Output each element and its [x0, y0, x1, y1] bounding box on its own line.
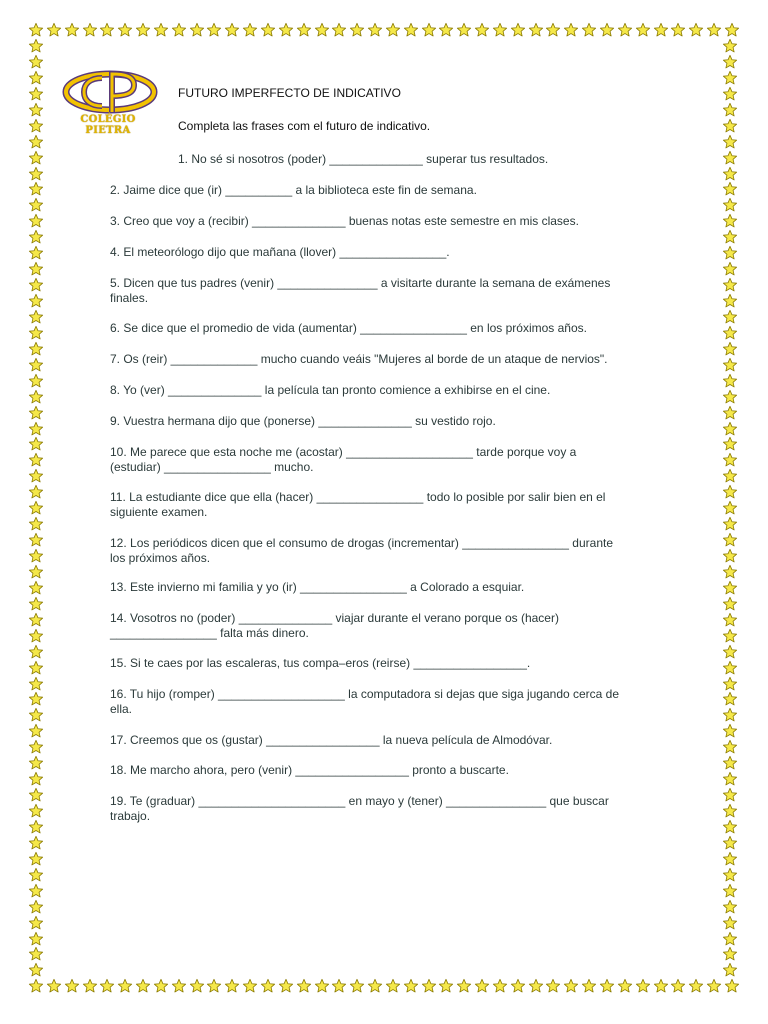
- star-icon: [722, 771, 738, 787]
- star-icon: [367, 22, 383, 38]
- star-icon: [722, 883, 738, 899]
- star-icon: [722, 596, 738, 612]
- star-icon: [722, 181, 738, 197]
- star-icon: [438, 978, 454, 994]
- star-icon: [278, 22, 294, 38]
- star-icon: [438, 22, 454, 38]
- star-icon: [492, 22, 508, 38]
- star-icon: [617, 22, 633, 38]
- star-icon: [314, 978, 330, 994]
- star-icon: [722, 54, 738, 70]
- star-icon: [722, 245, 738, 261]
- star-icon: [46, 978, 62, 994]
- exercise-item: 10. Me parece que esta noche me (acostar) ___________________ tarde porque voy a (estudiar) ________________ mucho.: [110, 445, 577, 474]
- star-icon: [528, 22, 544, 38]
- star-icon: [722, 118, 738, 134]
- star-icon: [653, 978, 669, 994]
- star-icon: [722, 516, 738, 532]
- star-icon: [28, 421, 44, 437]
- star-icon: [28, 691, 44, 707]
- star-icon: [722, 915, 738, 931]
- star-icon: [670, 22, 686, 38]
- star-icon: [456, 22, 472, 38]
- exercise-item: 13. Este invierno mi familia y yo (ir) ________________ a Colorado a esquiar.: [110, 580, 525, 594]
- exercise-item: 9. Vuestra hermana dijo que (ponerse) ______________ su vestido rojo.: [110, 414, 496, 428]
- star-icon: [206, 22, 222, 38]
- star-icon: [224, 22, 240, 38]
- star-icon: [706, 978, 722, 994]
- star-icon: [403, 978, 419, 994]
- star-icon: [28, 739, 44, 755]
- star-icon: [28, 771, 44, 787]
- star-icon: [722, 660, 738, 676]
- star-icon: [722, 357, 738, 373]
- star-icon: [349, 22, 365, 38]
- star-icon: [189, 978, 205, 994]
- star-icon: [28, 70, 44, 86]
- exercise-item: 12. Los periódicos dicen que el consumo de drogas (incrementar) ________________ durante los próximos años.: [110, 536, 614, 565]
- star-icon: [599, 22, 615, 38]
- star-icon: [688, 22, 704, 38]
- star-icon: [28, 134, 44, 150]
- star-icon: [28, 676, 44, 692]
- star-icon: [722, 580, 738, 596]
- star-icon: [242, 22, 258, 38]
- star-icon: [722, 676, 738, 692]
- page-title: FUTURO IMPERFECTO DE INDICATIVO: [178, 86, 401, 100]
- star-icon: [722, 564, 738, 580]
- star-border-bottom: [28, 978, 740, 994]
- exercise-item: 4. El meteorólogo dijo que mañana (llover) ________________.: [110, 245, 450, 259]
- star-icon: [599, 978, 615, 994]
- star-icon: [722, 341, 738, 357]
- star-icon: [28, 452, 44, 468]
- star-icon: [635, 978, 651, 994]
- star-icon: [82, 978, 98, 994]
- star-icon: [722, 373, 738, 389]
- star-icon: [722, 755, 738, 771]
- star-icon: [28, 86, 44, 102]
- star-icon: [28, 819, 44, 835]
- exercise-item: 16. Tu hijo (romper) ___________________ la computadora si dejas que siga jugando cerca de ella.: [110, 687, 620, 716]
- star-icon: [28, 468, 44, 484]
- star-icon: [722, 309, 738, 325]
- star-icon: [46, 22, 62, 38]
- star-icon: [722, 867, 738, 883]
- star-icon: [28, 962, 44, 978]
- star-icon: [635, 22, 651, 38]
- star-icon: [474, 22, 490, 38]
- star-icon: [28, 181, 44, 197]
- star-icon: [99, 978, 115, 994]
- star-icon: [28, 500, 44, 516]
- star-icon: [314, 22, 330, 38]
- star-icon: [722, 86, 738, 102]
- star-icon: [28, 357, 44, 373]
- star-icon: [28, 851, 44, 867]
- instruction-text: Completa las frases com el futuro de indicativo.: [178, 119, 431, 133]
- star-icon: [722, 532, 738, 548]
- star-icon: [724, 978, 740, 994]
- star-icon: [28, 38, 44, 54]
- star-icon: [28, 245, 44, 261]
- star-icon: [28, 293, 44, 309]
- star-icon: [28, 548, 44, 564]
- star-icon: [28, 118, 44, 134]
- star-icon: [349, 978, 365, 994]
- star-icon: [722, 293, 738, 309]
- star-icon: [722, 70, 738, 86]
- star-icon: [28, 707, 44, 723]
- star-icon: [28, 389, 44, 405]
- star-icon: [28, 660, 44, 676]
- star-icon: [456, 978, 472, 994]
- star-icon: [28, 564, 44, 580]
- star-icon: [28, 150, 44, 166]
- star-icon: [28, 229, 44, 245]
- star-icon: [28, 261, 44, 277]
- star-icon: [722, 468, 738, 484]
- exercise-item: 18. Me marcho ahora, pero (venir) _________________ pronto a buscarte.: [110, 763, 509, 777]
- star-icon: [206, 978, 222, 994]
- star-icon: [117, 978, 133, 994]
- star-icon: [28, 277, 44, 293]
- star-icon: [28, 405, 44, 421]
- exercise-item: 11. La estudiante dice que ella (hacer) ________________ todo lo posible por salir bien en el siguiente examen.: [110, 490, 606, 519]
- exercise-item: 6. Se dice que el promedio de vida (aumentar) ________________ en los próximos años.: [110, 321, 587, 335]
- star-icon: [722, 628, 738, 644]
- star-icon: [28, 22, 44, 38]
- star-icon: [581, 22, 597, 38]
- star-icon: [28, 532, 44, 548]
- star-icon: [421, 22, 437, 38]
- star-icon: [722, 803, 738, 819]
- logo-text: COLÉGIO PIETRA: [80, 114, 136, 136]
- star-icon: [722, 723, 738, 739]
- star-icon: [722, 405, 738, 421]
- star-icon: [722, 261, 738, 277]
- star-icon: [64, 978, 80, 994]
- star-icon: [670, 978, 686, 994]
- star-icon: [722, 500, 738, 516]
- star-icon: [722, 436, 738, 452]
- exercise-item: 14. Vosotros no (poder) ______________ viajar durante el verano porque os (hacer) ________________ falta más dinero.: [110, 611, 559, 640]
- star-icon: [117, 22, 133, 38]
- star-icon: [153, 978, 169, 994]
- star-icon: [28, 309, 44, 325]
- star-icon: [510, 978, 526, 994]
- star-icon: [722, 325, 738, 341]
- exercise-item: 5. Dicen que tus padres (venir) _______________ a visitarte durante la semana de exámenes finales.: [110, 276, 611, 305]
- star-icon: [28, 516, 44, 532]
- star-icon: [528, 978, 544, 994]
- star-icon: [260, 22, 276, 38]
- star-icon: [722, 835, 738, 851]
- exercise-item: 19. Te (graduar) ______________________ en mayo y (tener) _______________ que buscar trabajo.: [110, 794, 609, 823]
- star-icon: [278, 978, 294, 994]
- star-icon: [28, 644, 44, 660]
- star-icon: [722, 548, 738, 564]
- star-icon: [581, 978, 597, 994]
- star-icon: [688, 978, 704, 994]
- star-icon: [545, 22, 561, 38]
- star-icon: [28, 436, 44, 452]
- exercise-item: 17. Creemos que os (gustar) _________________ la nueva película de Almodóvar.: [110, 733, 553, 747]
- star-border-right: [722, 38, 738, 978]
- star-icon: [722, 38, 738, 54]
- star-border-left: [28, 38, 44, 978]
- star-icon: [28, 978, 44, 994]
- star-icon: [722, 229, 738, 245]
- star-icon: [296, 22, 312, 38]
- star-icon: [28, 484, 44, 500]
- star-icon: [722, 707, 738, 723]
- star-icon: [722, 102, 738, 118]
- star-icon: [242, 978, 258, 994]
- star-icon: [153, 22, 169, 38]
- star-icon: [28, 883, 44, 899]
- star-icon: [722, 612, 738, 628]
- star-icon: [28, 580, 44, 596]
- star-icon: [722, 134, 738, 150]
- star-icon: [171, 22, 187, 38]
- star-icon: [28, 723, 44, 739]
- exercise-item: 15. Si te caes por las escaleras, tus compa–eros (reirse) _________________.: [110, 656, 531, 670]
- star-icon: [385, 978, 401, 994]
- star-icon: [722, 691, 738, 707]
- star-icon: [722, 931, 738, 947]
- star-icon: [722, 851, 738, 867]
- star-icon: [706, 22, 722, 38]
- star-icon: [28, 803, 44, 819]
- star-icon: [28, 612, 44, 628]
- star-icon: [28, 931, 44, 947]
- star-icon: [722, 166, 738, 182]
- star-icon: [28, 166, 44, 182]
- star-icon: [296, 978, 312, 994]
- star-icon: [722, 899, 738, 915]
- star-icon: [474, 978, 490, 994]
- star-icon: [28, 899, 44, 915]
- star-icon: [563, 22, 579, 38]
- star-icon: [171, 978, 187, 994]
- star-icon: [722, 277, 738, 293]
- exercise-item: 8. Yo (ver) ______________ la película tan pronto comience a exhibirse en el cine.: [110, 383, 551, 397]
- star-icon: [28, 325, 44, 341]
- star-icon: [331, 22, 347, 38]
- star-icon: [722, 389, 738, 405]
- star-icon: [28, 102, 44, 118]
- star-icon: [545, 978, 561, 994]
- star-icon: [135, 978, 151, 994]
- exercise-item: 2. Jaime dice que (ir) __________ a la biblioteca este fin de semana.: [110, 183, 477, 197]
- star-icon: [563, 978, 579, 994]
- star-icon: [64, 22, 80, 38]
- star-icon: [403, 22, 419, 38]
- star-icon: [722, 962, 738, 978]
- exercise-item: 1. No sé si nosotros (poder) ______________ superar tus resultados.: [178, 152, 549, 166]
- star-icon: [28, 867, 44, 883]
- star-icon: [28, 787, 44, 803]
- star-icon: [331, 978, 347, 994]
- star-icon: [510, 22, 526, 38]
- star-icon: [421, 978, 437, 994]
- star-icon: [722, 421, 738, 437]
- exercise-item: 7. Os (reir) _____________ mucho cuando veáis "Mujeres al borde de un ataque de nervios".: [110, 352, 608, 366]
- star-icon: [385, 22, 401, 38]
- star-icon: [135, 22, 151, 38]
- star-icon: [28, 835, 44, 851]
- star-icon: [28, 213, 44, 229]
- star-icon: [28, 54, 44, 70]
- star-icon: [367, 978, 383, 994]
- star-icon: [653, 22, 669, 38]
- star-icon: [28, 197, 44, 213]
- star-icon: [722, 197, 738, 213]
- star-icon: [722, 452, 738, 468]
- star-icon: [724, 22, 740, 38]
- star-icon: [492, 978, 508, 994]
- star-icon: [28, 755, 44, 771]
- star-icon: [28, 341, 44, 357]
- star-icon: [28, 373, 44, 389]
- star-icon: [722, 739, 738, 755]
- star-icon: [722, 787, 738, 803]
- star-border-top: [28, 22, 740, 38]
- star-icon: [722, 644, 738, 660]
- star-icon: [82, 22, 98, 38]
- star-icon: [260, 978, 276, 994]
- star-icon: [28, 915, 44, 931]
- star-icon: [189, 22, 205, 38]
- star-icon: [722, 819, 738, 835]
- exercise-item: 3. Creo que voy a (recibir) ______________ buenas notas este semestre en mis clases.: [110, 214, 579, 228]
- star-icon: [722, 484, 738, 500]
- star-icon: [28, 628, 44, 644]
- star-icon: [722, 213, 738, 229]
- star-icon: [99, 22, 115, 38]
- star-icon: [28, 946, 44, 962]
- star-icon: [224, 978, 240, 994]
- star-icon: [617, 978, 633, 994]
- star-icon: [28, 596, 44, 612]
- star-icon: [722, 946, 738, 962]
